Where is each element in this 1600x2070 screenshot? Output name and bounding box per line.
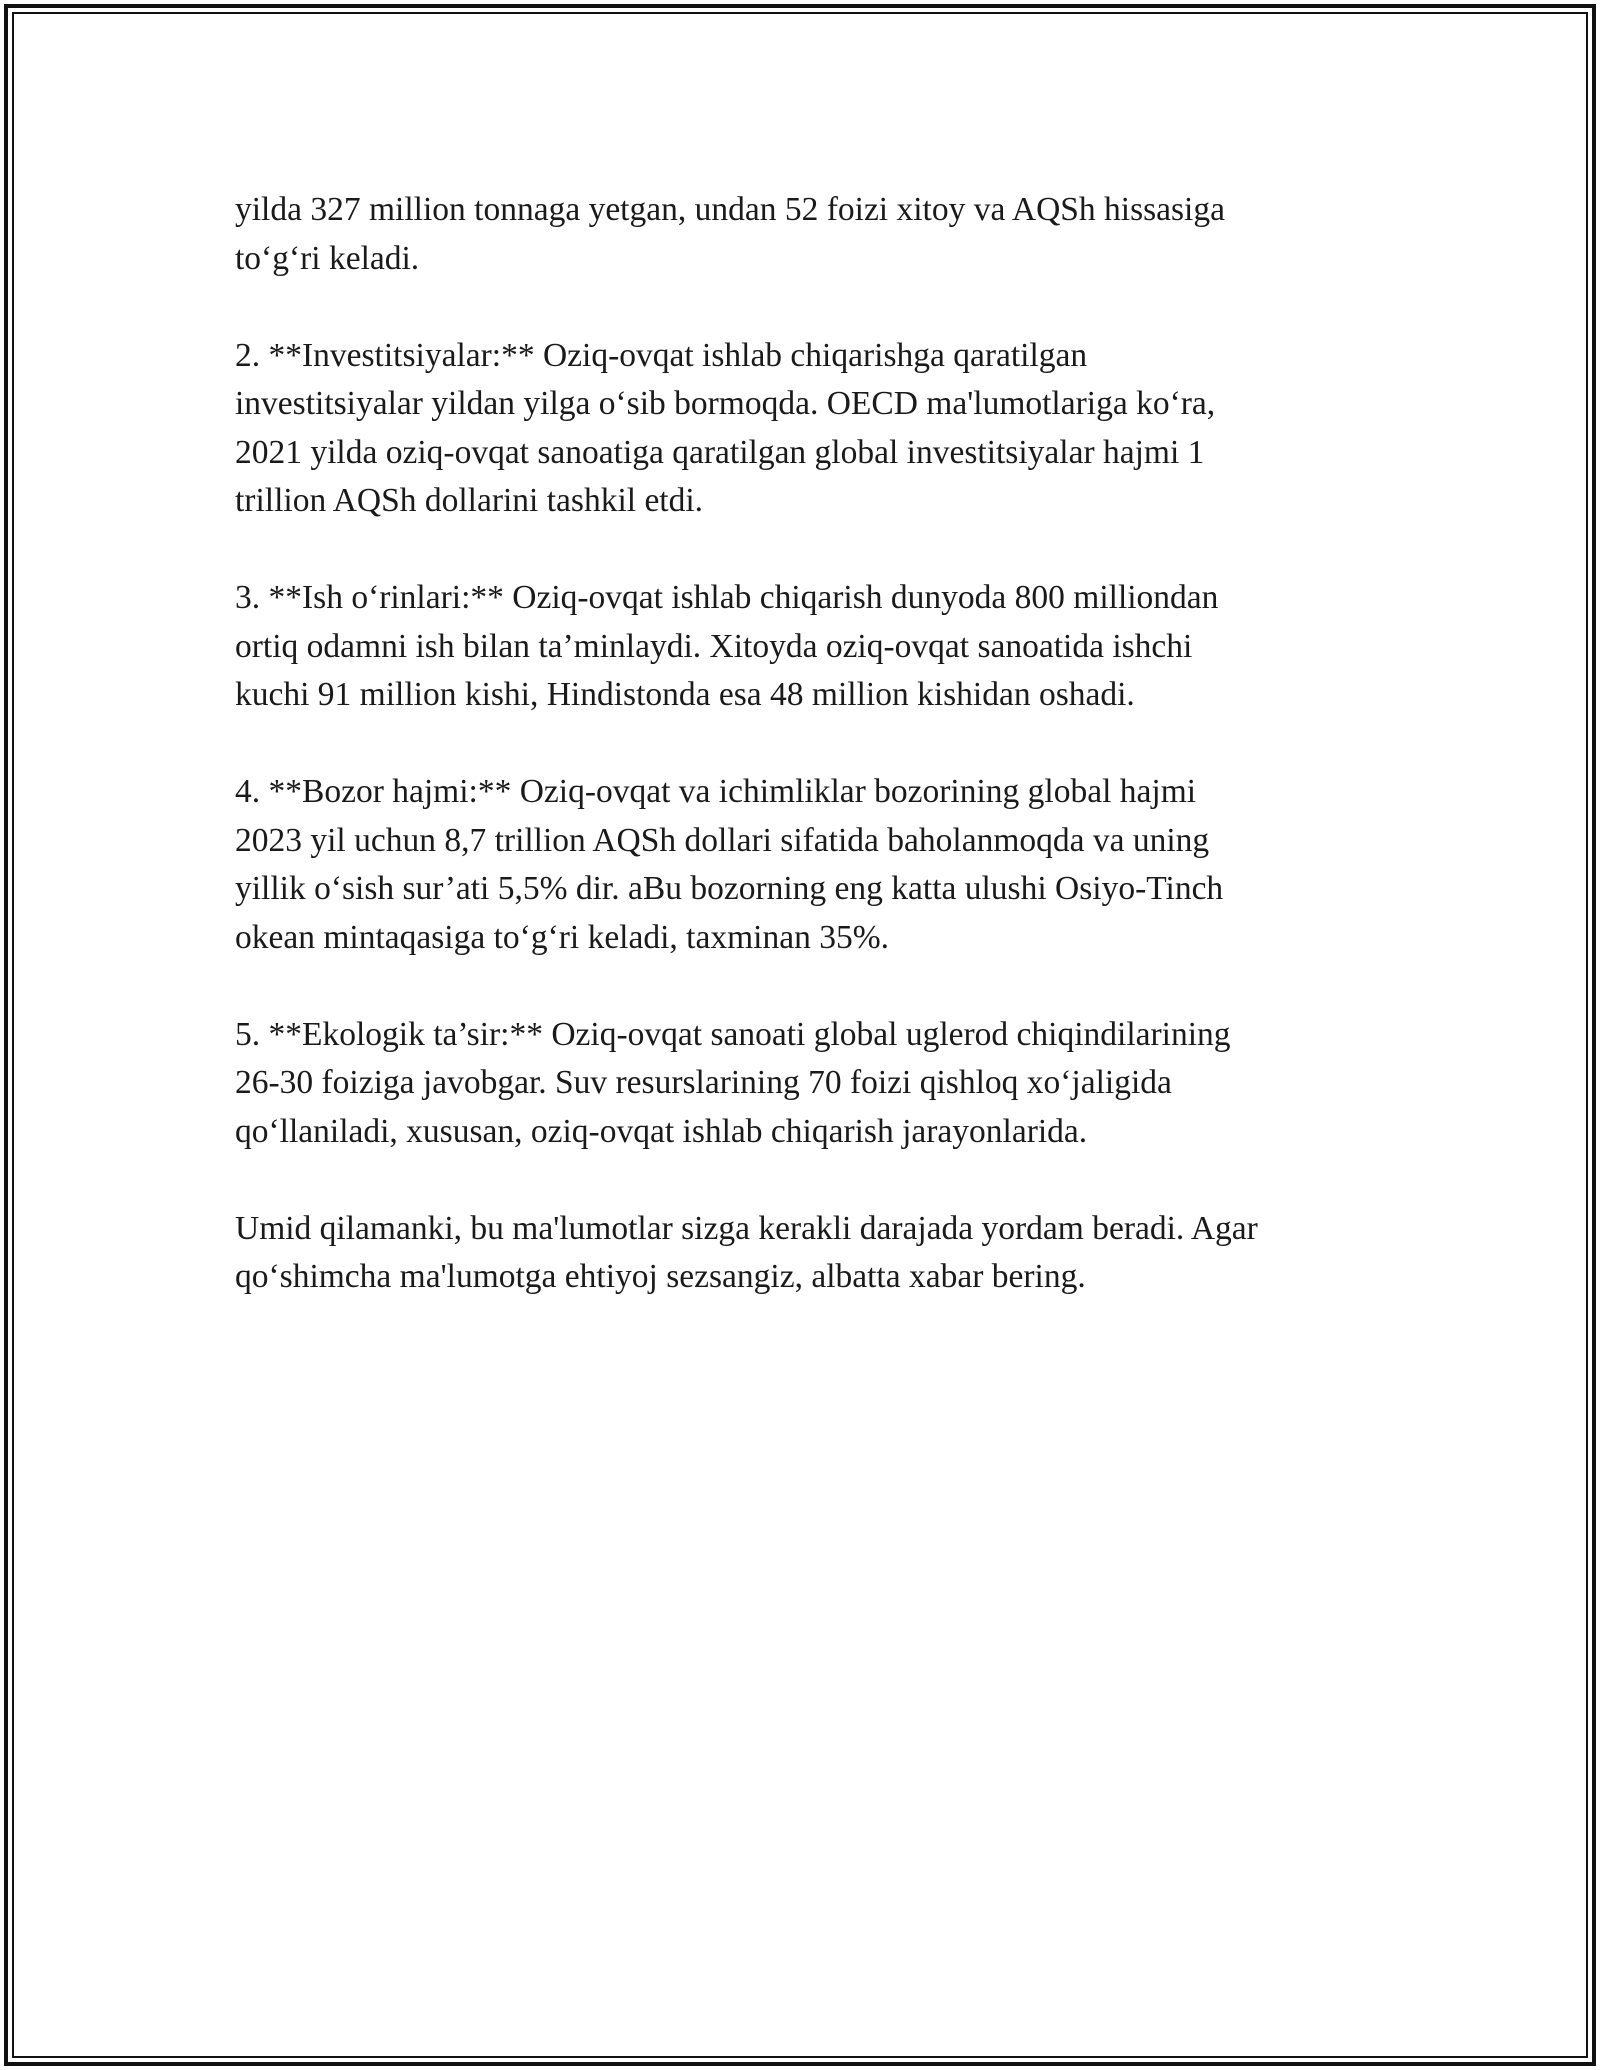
- paragraph-market-size: 4. **Bozor hajmi:** Oziq-ovqat va ichimliklar bozorining global hajmi 2023 yil uchun 8,7 trillion AQSh dollari sifatida baholanmoqda va uning yillik o‘sish sur’ati 5,5% dir. aBu bozorning eng katta ulushi Osiyo-Tinch okean mintaqasiga to‘g‘ri keladi, taxminan 35%.: [235, 773, 1224, 956]
- document-body: [235, 186, 1375, 1350]
- paragraph-investments: 2. **Investitsiyalar:** Oziq-ovqat ishlab chiqarishga qaratilgan investitsiyalar yildan yilga o‘sib bormoqda. OECD ma'lumotlariga ko‘ra, 2021 yilda oziq-ovqat sanoatiga qaratilgan global investitsiyalar hajmi 1 trillion AQSh dollarini tashkil etdi.: [235, 336, 1216, 519]
- paragraph-closing: Umid qilamanki, bu ma'lumotlar sizga kerakli darajada yordam beradi. Agar qo‘shimcha ma'lumotga ehtiyoj sezsangiz, albatta xabar bering.: [235, 1209, 1258, 1295]
- paragraph-production-continuation: yilda 327 million tonnaga yetgan, undan 52 foizi xitoy va AQSh hissasiga to‘g‘ri keladi.: [235, 191, 1225, 277]
- paragraph-ecological-impact: 5. **Ekologik ta’sir:** Oziq-ovqat sanoati global uglerod chiqindilarining 26-30 foiziga javobgar. Suv resurslarining 70 foizi qishloq xo‘jaligida qo‘llaniladi, xususan, oziq-ovqat ishlab chiqarish jarayonlarida.: [235, 1015, 1231, 1150]
- paragraph-jobs: 3. **Ish o‘rinlari:** Oziq-ovqat ishlab chiqarish dunyoda 800 milliondan ortiq odamni ish bilan ta’minlaydi. Xitoyda oziq-ovqat sanoatida ishchi kuchi 91 million kishi, Hindistonda esa 48 million kishidan oshadi.: [235, 579, 1219, 713]
